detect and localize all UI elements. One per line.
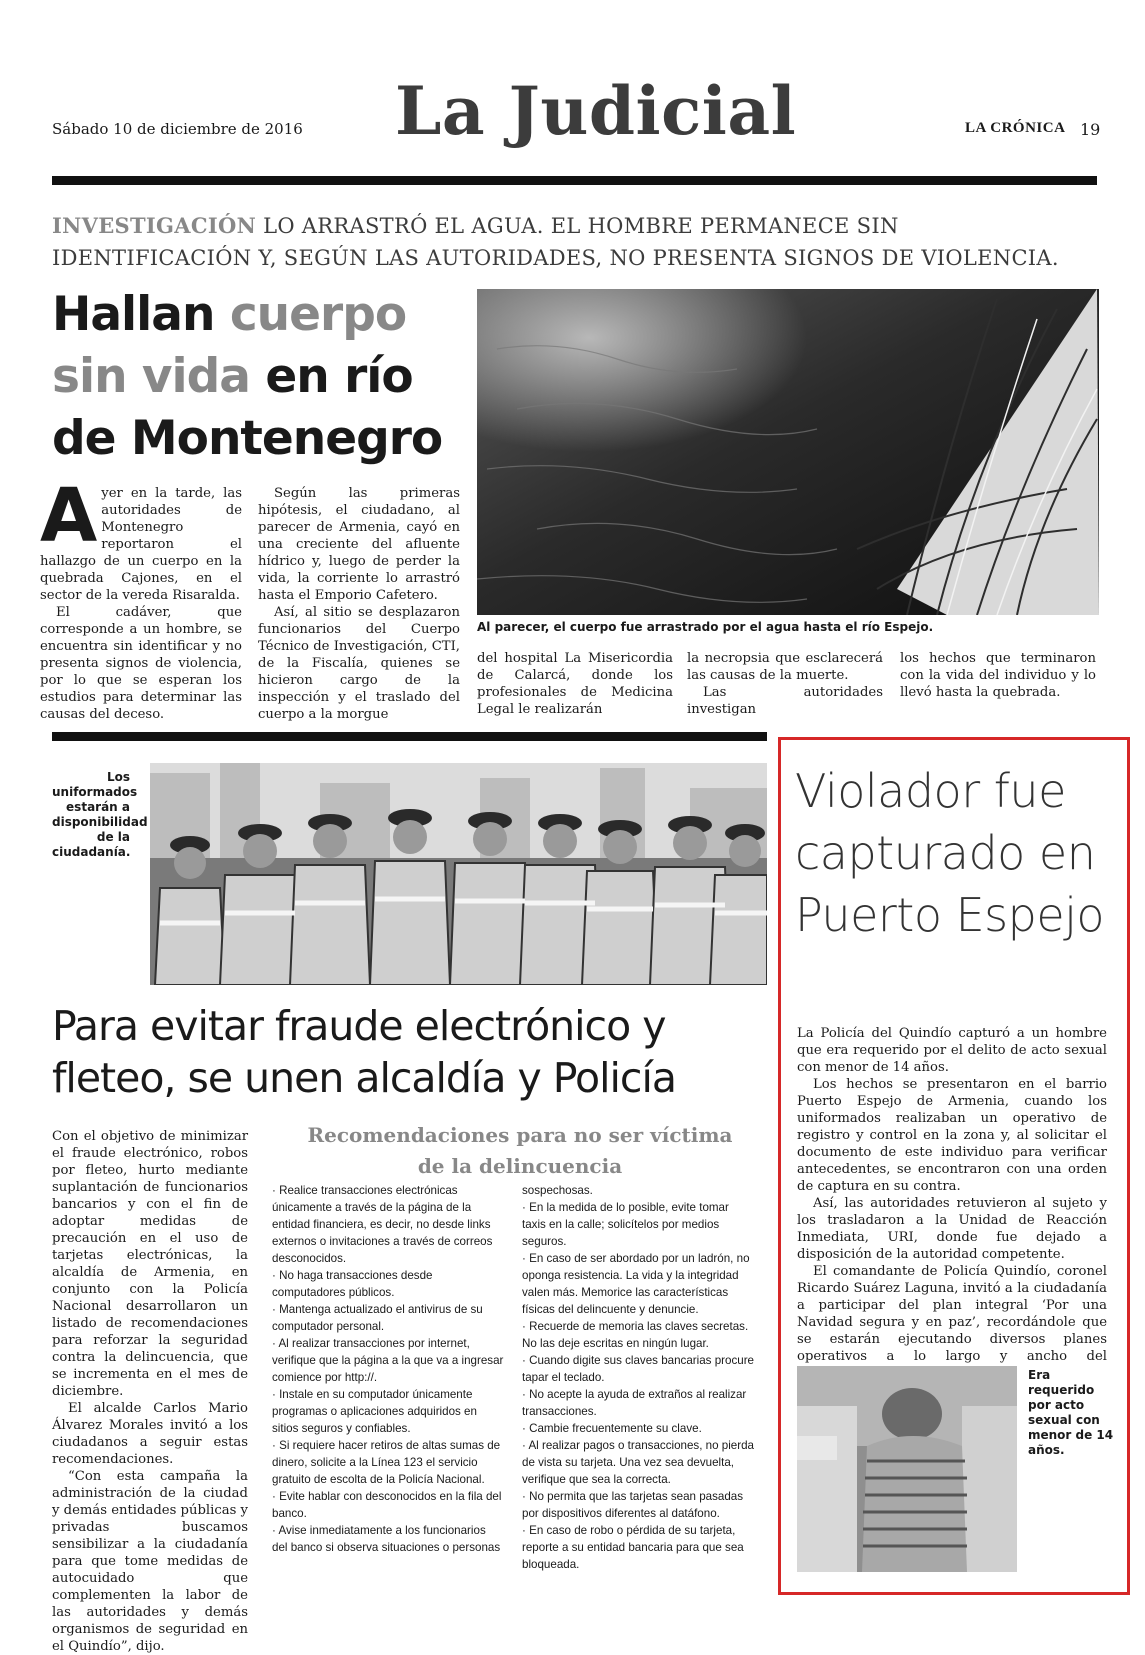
sidebar-p1: La Policía del Quindío capturó a un hombre que era requerido por el delito de acto sexual con menor de 14 años.: [797, 1026, 1107, 1075]
sidebar-body: [797, 1025, 1107, 1382]
river-photo-caption: Al parecer, el cuerpo fue arrastrado por el agua hasta el río Espejo.: [477, 620, 934, 634]
sidebar-p3: Así, las autoridades retuvieron al sujeto y los trasladaron a la Unidad de Reacción Inmediata, URI, donde fue dejado a disposición de la autoridad competente.: [797, 1196, 1107, 1262]
recommendations-col1: [272, 1182, 504, 1556]
article2-p2: El alcalde Carlos Mario Álvarez Morales invitó a los ciudadanos a seguir estas recomendaciones.: [52, 1401, 248, 1467]
rec-item: · Si requiere hacer retiros de altas sumas de dinero, solicite a la Línea 123 el servicio gratuito de escolta de la Policía Nacional.: [272, 1439, 501, 1486]
article1-col2: [258, 485, 460, 723]
headline-part-a: Hallan: [52, 287, 215, 342]
rec-item: · Al realizar pagos o transacciones, no pierda de vista su tarjeta. Una vez sea devuelta, verifique que sea la correcta.: [522, 1439, 755, 1486]
col1-p1: yer en la tarde, las autoridades de Montenegro reportaron el hallazgo de un cuerpo en la quebrada Cajones, en el sector de la vereda Risaralda.: [40, 486, 242, 603]
arrest-photo-image: [797, 1366, 1017, 1572]
article2-p1: Con el objetivo de minimizar el fraude electrónico, robos por fleteo, hurto mediante suplantación de funcionarios bancarios y con el fin de adoptar medidas de precaución en el uso de tarjetas electrónicas, la alcaldía de Armenia, en conjunto con la Policía Nacional desarrollaron un listado de recomendaciones para reforzar la seguridad contra la delincuencia, que se incrementa en el mes de diciembre.: [52, 1129, 248, 1399]
rec-item: · En caso de robo o pérdida de su tarjeta, reporte a su entidad bancaria para que sea bloqueada.: [522, 1524, 744, 1571]
article1-kicker: [52, 210, 1097, 274]
page-number: 19: [1080, 120, 1101, 139]
police-photo-caption: Los uniformados estarán a disponibilidad de la ciudadanía.: [52, 770, 148, 859]
kicker-text: LO ARRASTRÓ EL AGUA. EL HOMBRE PERMANECE SIN IDENTIFICACIÓN Y, SEGÚN LAS AUTORIDADES, NO PRESENTA SIGNOS DE VIOLENCIA.: [52, 214, 1059, 270]
rec-item: · Recuerde de memoria las claves secretas. No las deje escritas en ningún lugar.: [522, 1320, 749, 1350]
col3-p1: del hospital La Misericordia de Calarcá, donde los profesionales de Medicina Legal le realizarán: [477, 651, 673, 717]
rec-item: · Cambie frecuentemente su clave.: [522, 1422, 702, 1435]
rec-item: · Evite hablar con desconocidos en la fila del banco.: [272, 1490, 502, 1520]
section-title: La Judicial: [395, 72, 797, 150]
header-rule: [52, 176, 1097, 185]
dropcap: A: [40, 473, 98, 559]
article1-col5: [900, 650, 1096, 701]
rec-item: · Cuando digite sus claves bancarias procure tapar el teclado.: [522, 1354, 754, 1384]
col2-p2: Así, al sitio se desplazaron funcionarios del Cuerpo Técnico de Investigación, CTI, de la Fiscalía, quienes se hicieron cargo de la inspección y el traslado del cuerpo a la morgue: [258, 605, 460, 722]
rec-item: sospechosas.: [522, 1184, 593, 1197]
col1-p2: El cadáver, que corresponde a un hombre, se encuentra sin identificar y no presenta signos de violencia, por lo que se esperan los estudios para determinar las causas del deceso.: [40, 605, 242, 722]
article1-col4: [687, 650, 883, 718]
col5-p1: los hechos que terminaron con la vida del individuo y lo llevó hasta la quebrada.: [900, 651, 1096, 700]
issue-date: Sábado 10 de diciembre de 2016: [52, 120, 303, 138]
rec-item: · No acepte la ayuda de extraños al realizar transacciones.: [522, 1388, 747, 1418]
rec-item: · No haga transacciones desde computadores públicos.: [272, 1269, 433, 1299]
rec-item: · No permita que las tarjetas sean pasadas por dispositivos diferentes al datáfono.: [522, 1490, 744, 1520]
article2-headline: Para evitar fraude electrónico y fleteo, se unen alcaldía y Policía: [52, 1002, 676, 1102]
police-photo: [150, 763, 767, 985]
river-photo: [477, 289, 1099, 615]
col2-p1: Según las primeras hipótesis, el ciudadano, al parecer de Armenia, cayó en una creciente del afluente hídrico y, luego de perder la vida, la corriente lo arrastró hasta el Emporio Cafetero.: [258, 486, 460, 603]
rec-item: · Al realizar transacciones por internet, verifique que la página a la que va a ingresar comience por http://.: [272, 1337, 504, 1384]
rec-item: · En caso de ser abordado por un ladrón, no oponga resistencia. La vida y la integridad valen más. Memorice las características físicas del delincuente y denuncie.: [522, 1252, 750, 1316]
arrest-photo-caption: Era requerido por acto sexual con menor de 14 años.: [1028, 1368, 1114, 1457]
col4-p1: la necropsia que esclarecerá las causas de la muerte.: [687, 651, 883, 683]
sidebar-p2: Los hechos se presentaron en el barrio Puerto Espejo de Armenia, cuando los uniformados realizaban un operativo de registro y control en la zona y, al solicitar el documento de este individuo para verificar antecedentes, se encontraron con una orden de captura en su contra.: [797, 1077, 1107, 1194]
rec-item: · Mantenga actualizado el antivirus de su computador personal.: [272, 1303, 483, 1333]
rec-item: · Realice transacciones electrónicas únicamente a través de la página de la entidad financiera, es decir, no desde links externos o invitaciones a través de correos desconocidos.: [272, 1184, 493, 1265]
recommendations-title: Recomendaciones para no ser víctima de la delincuencia: [307, 1123, 733, 1178]
headline-part-b: cuerpo sin vida: [52, 287, 407, 404]
article2-body: [52, 1128, 248, 1655]
sidebar-p4: El comandante de Policía Quindío, coronel Ricardo Suárez Laguna, invitó a la ciudadanía a participar del plan integral ‘Por una Navidad segura y en paz’, recordándole que se estarán ejecutando diversos planes operativos a lo largo y ancho del: [797, 1264, 1107, 1364]
article2-p3: “Con esta campaña la administración de la ciudad y demás entidades públicas y privadas buscamos sensibilizar a la ciudadanía para que tome medidas de autocuidado que complementen la labor de las autoridades y demás organismos de seguridad en el Quindío”, dijo.: [52, 1469, 249, 1654]
headline-part-c: en río de Montenegro: [52, 349, 443, 466]
section-rule: [52, 732, 767, 741]
article1-col1: [40, 473, 242, 723]
kicker-label: INVESTIGACIÓN: [52, 213, 257, 238]
rec-item: · Avise inmediatamente a los funcionarios del banco si observa situaciones o personas: [272, 1524, 501, 1554]
sidebar-headline: Violador fue capturado en Puerto Espejo: [795, 764, 1105, 942]
arrest-photo: [797, 1366, 1017, 1572]
article1-headline: [52, 284, 472, 470]
newspaper-name: LA CRÓNICA: [965, 120, 1066, 136]
article1-col3: [477, 650, 673, 718]
rec-item: · En la medida de lo posible, evite tomar taxis en la calle; solicítelos por medios seguros.: [522, 1201, 729, 1248]
river-photo-image: [477, 289, 1099, 615]
police-photo-image: [150, 763, 767, 985]
recommendations-col2: [522, 1182, 754, 1573]
col4-p2: Las autoridades investigan: [687, 685, 883, 717]
rec-item: · Instale en su computador únicamente programas o aplicaciones adquiridos en sitios seguros y confiables.: [272, 1388, 477, 1435]
